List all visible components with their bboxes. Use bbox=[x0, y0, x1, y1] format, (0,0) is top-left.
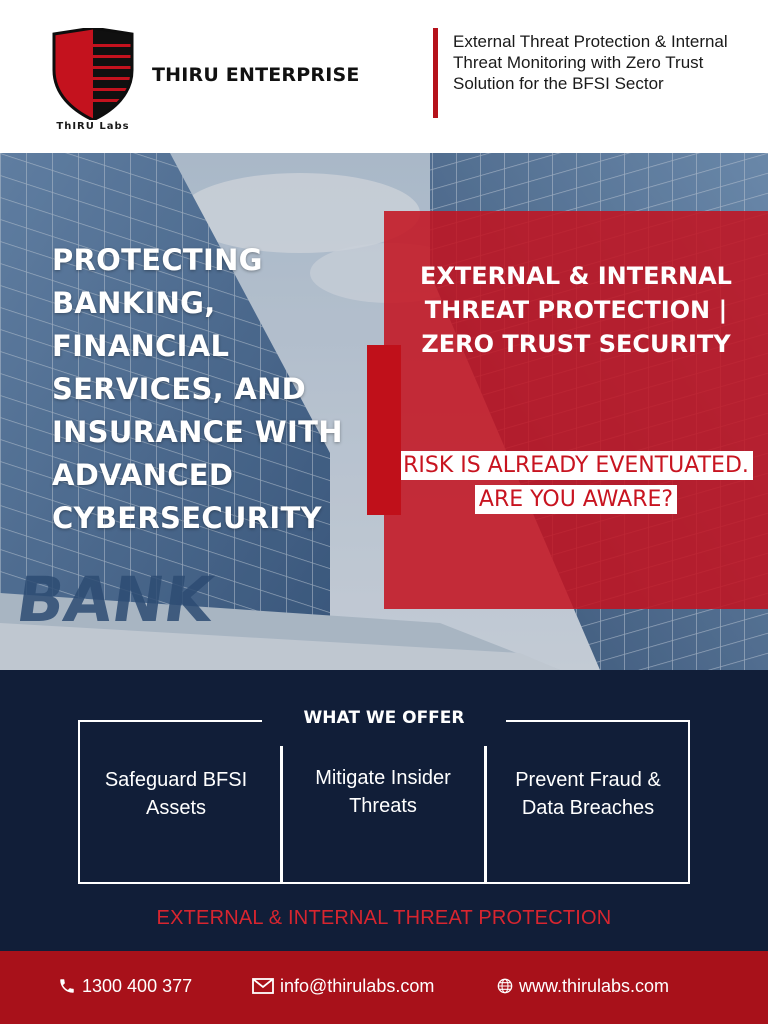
hero-title: PROTECTING BANKING, FINANCIAL SERVICES, AND INSURANCE WITH ADVANCED CYBERSECURITY bbox=[52, 243, 343, 535]
threat-protection-panel bbox=[384, 211, 768, 609]
contact-bar bbox=[0, 951, 768, 1024]
offer-item-insider-threats: Mitigate Insider Threats bbox=[315, 767, 451, 817]
offer-item-safeguard: Safeguard BFSI Assets bbox=[104, 769, 248, 819]
mail-icon bbox=[252, 977, 274, 995]
panel-title: EXTERNAL & INTERNAL THREAT PROTECTION | ZERO TRUST SECURITY bbox=[420, 262, 732, 358]
hero-section bbox=[0, 153, 768, 670]
contact-phone[interactable] bbox=[58, 975, 192, 997]
tagline: External Threat Protection & Internal Threat Monitoring with Zero Trust Solution for the BFSI Sector bbox=[453, 32, 728, 93]
offer-heading: WHAT WE OFFER bbox=[303, 708, 465, 728]
hero-accent-bar bbox=[367, 345, 401, 515]
offer-divider bbox=[484, 746, 487, 884]
phone-icon bbox=[58, 977, 76, 995]
bank-sign-text: BANK bbox=[12, 563, 218, 636]
logo-caption: ThIRU Labs bbox=[56, 121, 130, 132]
offer-section bbox=[0, 670, 768, 951]
risk-text: RISK IS ALREADY EVENTUATED. ARE YOU AWARE? bbox=[399, 451, 753, 514]
tagline-accent-bar bbox=[433, 28, 438, 118]
shield-icon bbox=[50, 28, 136, 120]
website-url: www.thirulabs.com bbox=[519, 975, 670, 996]
email-address: info@thirulabs.com bbox=[280, 975, 435, 996]
offer-divider bbox=[280, 746, 283, 884]
header bbox=[0, 0, 768, 153]
frame-top-right-line bbox=[506, 720, 690, 722]
thiru-labs-logo bbox=[50, 28, 136, 134]
frame-top-left-line bbox=[78, 720, 262, 722]
globe-icon bbox=[497, 978, 513, 994]
brand-name: THIRU ENTERPRISE bbox=[152, 64, 360, 86]
offer-item-fraud: Prevent Fraud & Data Breaches bbox=[515, 769, 661, 819]
phone-number: 1300 400 377 bbox=[82, 975, 193, 996]
risk-callout bbox=[384, 449, 768, 517]
contact-email[interactable] bbox=[252, 975, 434, 997]
contact-website[interactable] bbox=[497, 975, 669, 997]
offer-footer-text: EXTERNAL & INTERNAL THREAT PROTECTION bbox=[156, 907, 612, 929]
